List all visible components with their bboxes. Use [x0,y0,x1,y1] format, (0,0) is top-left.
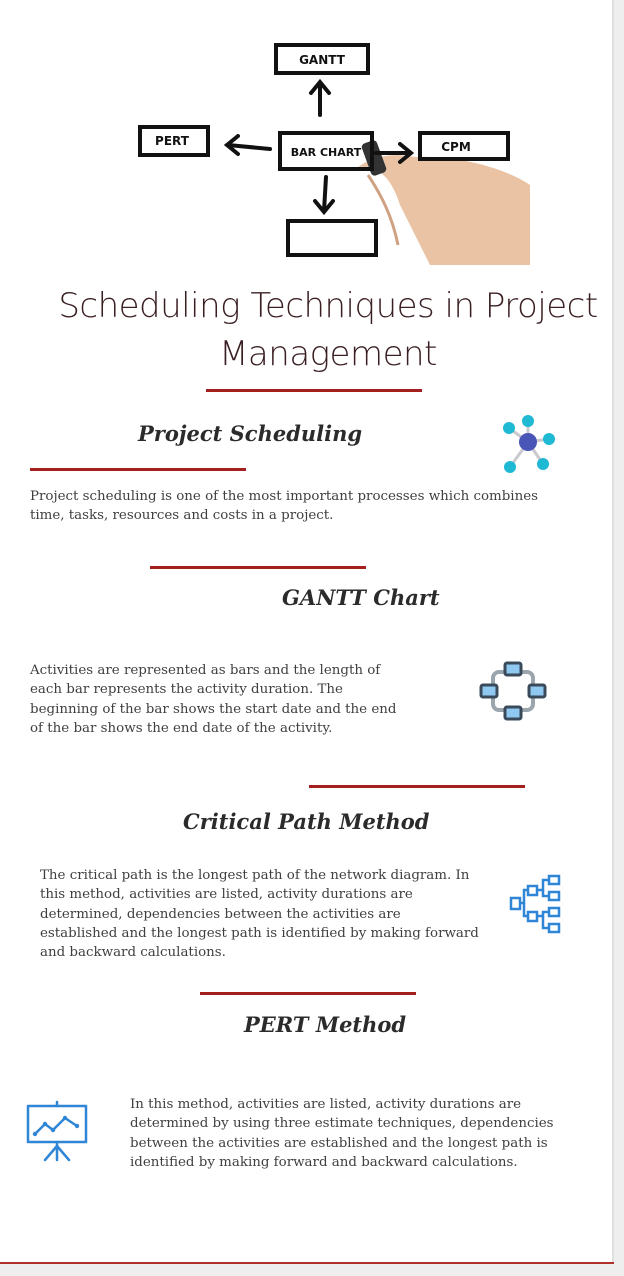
section-body-pert-method: In this method, activities are listed, activity durations are determined by using three estimate techniques, dependencies between the activities are established and the longest path is identified by making forward and backward calculations. [130,1097,554,1170]
section-body-project-scheduling: Project scheduling is one of the most important processes which combines time, tasks, resources and costs in a project. [30,489,539,524]
section-rule-critical-path [309,785,525,788]
bar-chart-box-label: BAR CHART [290,146,362,159]
section-body-gantt-chart: Activities are represented as bars and the length of each bar represents the activity duration. The beginning of the bar shows the start date and the end of the bar shows the end date of the activity. [30,663,397,736]
section-heading-project-scheduling: Project Scheduling [138,421,363,446]
network-hub-icon [494,412,558,476]
gantt-box-label: GANTT [299,53,345,67]
page-title [40,282,614,378]
flowchart-hand-illustration [130,15,530,265]
connected-squares-icon [477,660,549,724]
tree-diagram-icon [507,872,571,936]
presentation-chart-icon [25,1100,89,1164]
section-heading-critical-path: Critical Path Method [183,809,430,834]
pert-box-label: PERT [155,134,189,148]
page-title-line-1: Scheduling Techniques in Project [58,286,598,326]
section-heading-pert-method: PERT Method [244,1012,407,1037]
cpm-box-label: CPM [441,140,471,154]
section-rule-pert-method [200,992,416,995]
title-underline [206,389,422,392]
section-rule-gantt-chart [150,566,366,569]
page-title-line-2: Management [219,334,437,374]
page-bottom-rule [0,1262,614,1264]
section-rule-project-scheduling [30,468,246,471]
section-body-critical-path: The critical path is the longest path of the network diagram. In this method, activities are listed, activity durations are determined, dependencies between the activities are established and the longest path is identified by making forward and backward calculations. [40,868,479,961]
section-heading-gantt-chart: GANTT Chart [282,585,440,610]
